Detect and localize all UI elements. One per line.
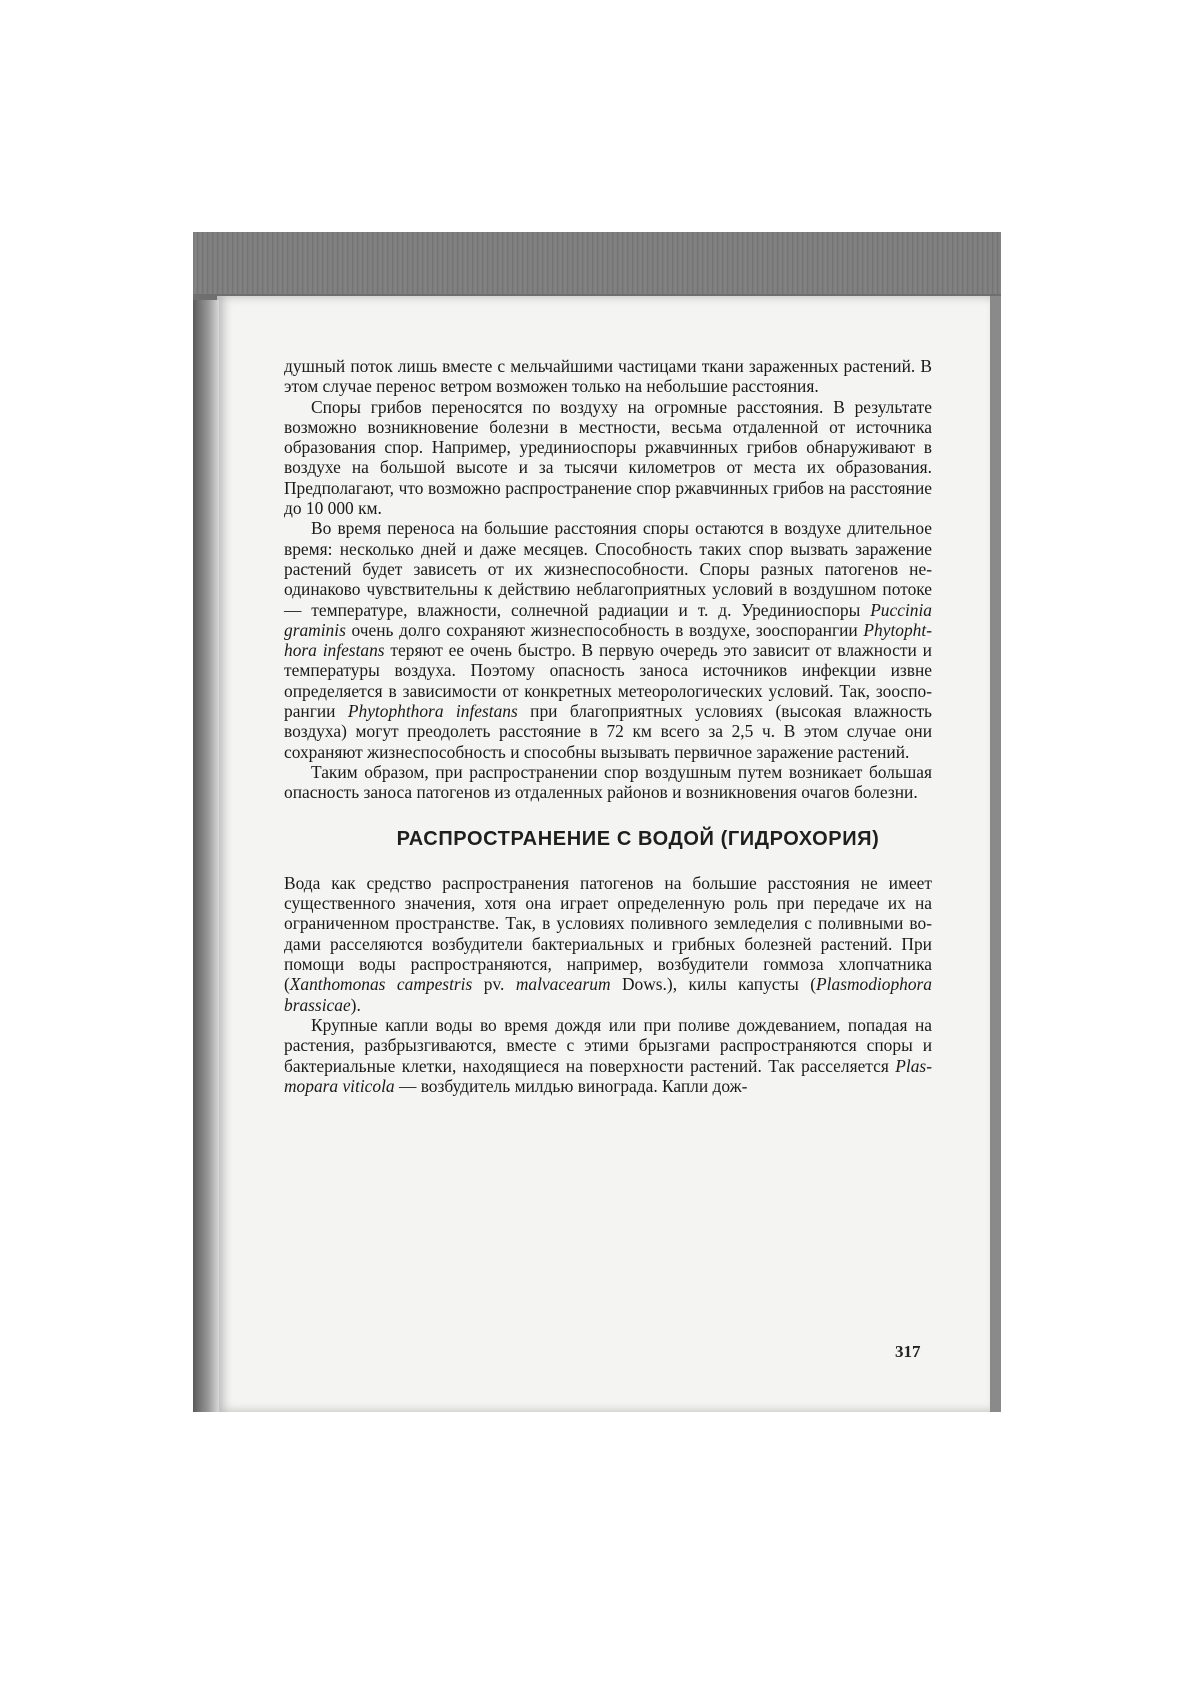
paragraph: душный поток лишь вместе с мельчайшими частицами ткани зараженных растений. В этом случае перенос ветром возможен только на небольшие расстояния. <box>284 356 932 397</box>
paragraph: Во время переноса на большие расстояния споры остаются в воздухе длительное время: несколько дней и даже месяцев. Способность таких спор вызвать заражение растений будет зависеть от их жизнеспособности. Споры разных патогенов неодинаково чувствительны к действию неблагоприятных условий в воздушном потоке — температуре, влажности, солнечной радиации и т. д. Урединиоспоры Puccinia graminis очень долго сохраняют жизнеспособность в воздухе, зооспорангии Phytophthora infestans теряют ее очень быстро. В первую очередь это зависит от влажности и температуры воздуха. Поэтому опасность заноса источников инфекции извне определяется в зависимости от конкретных метеорологических условий. Так, зооспорангии Phytophthora infestans при благоприятных условиях (высокая влажность воздуха) могут преодолеть расстояние в 72 км всего за 2,5 ч. В этом случае они сохраняют жизнеспособность и способны вызывать первичное заражение растений. <box>284 518 932 762</box>
page-number: 317 <box>895 1342 921 1361</box>
paragraph: Таким образом, при распространении спор воздушным путем возникает большая опасность заноса патогенов из отдаленных районов и возникновения очагов болезни. <box>284 761 932 803</box>
section-heading: РАСПРОСТРАНЕНИЕ С ВОДОЙ (ГИДРОХОРИЯ) <box>396 827 880 850</box>
book-spine-edge <box>193 300 219 1412</box>
paragraph: Крупные капли воды во время дождя или при поливе дождеванием, попадая на растения, разбрызгиваются, вместе с этими брызгами распространяются споры и бактериальные клетки, находящиеся на поверхности растений. Так расселяется Plasmopara viticola — возбудитель милдью винограда. Капли дож- <box>284 1014 932 1096</box>
scan-top-strip <box>193 232 1001 294</box>
paragraph: Споры грибов переносятся по воздуху на огромные расстояния. В результате возможно возникновение болезни в местности, весьма отдаленной от источника образования спор. Например, урединиоспоры ржавчинных грибов обнаруживают в воздухе на большой высоте и за тысячи километров от места их образования. Предполагают, что возможно распространение спор ржавчинных грибов на расстояние до 10 000 км. <box>284 396 932 519</box>
page-right-edge <box>990 296 1001 1412</box>
page-text <box>284 356 932 1096</box>
paragraph: Вода как средство распространения патогенов на большие расстояния не имеет существенного значения, хотя она играет определенную роль при передаче их на ограниченном пространстве. Так, в условиях поливного земледелия с поливными водами расселяются возбудители бактериальных и грибных болезней растений. При помощи воды распространяются, например, возбудители гоммоза хлопчатника (Xanthomonas campestris pv. malvacearum Dows.), килы капусты (Plasmodiophora brassicae). <box>284 872 932 1015</box>
